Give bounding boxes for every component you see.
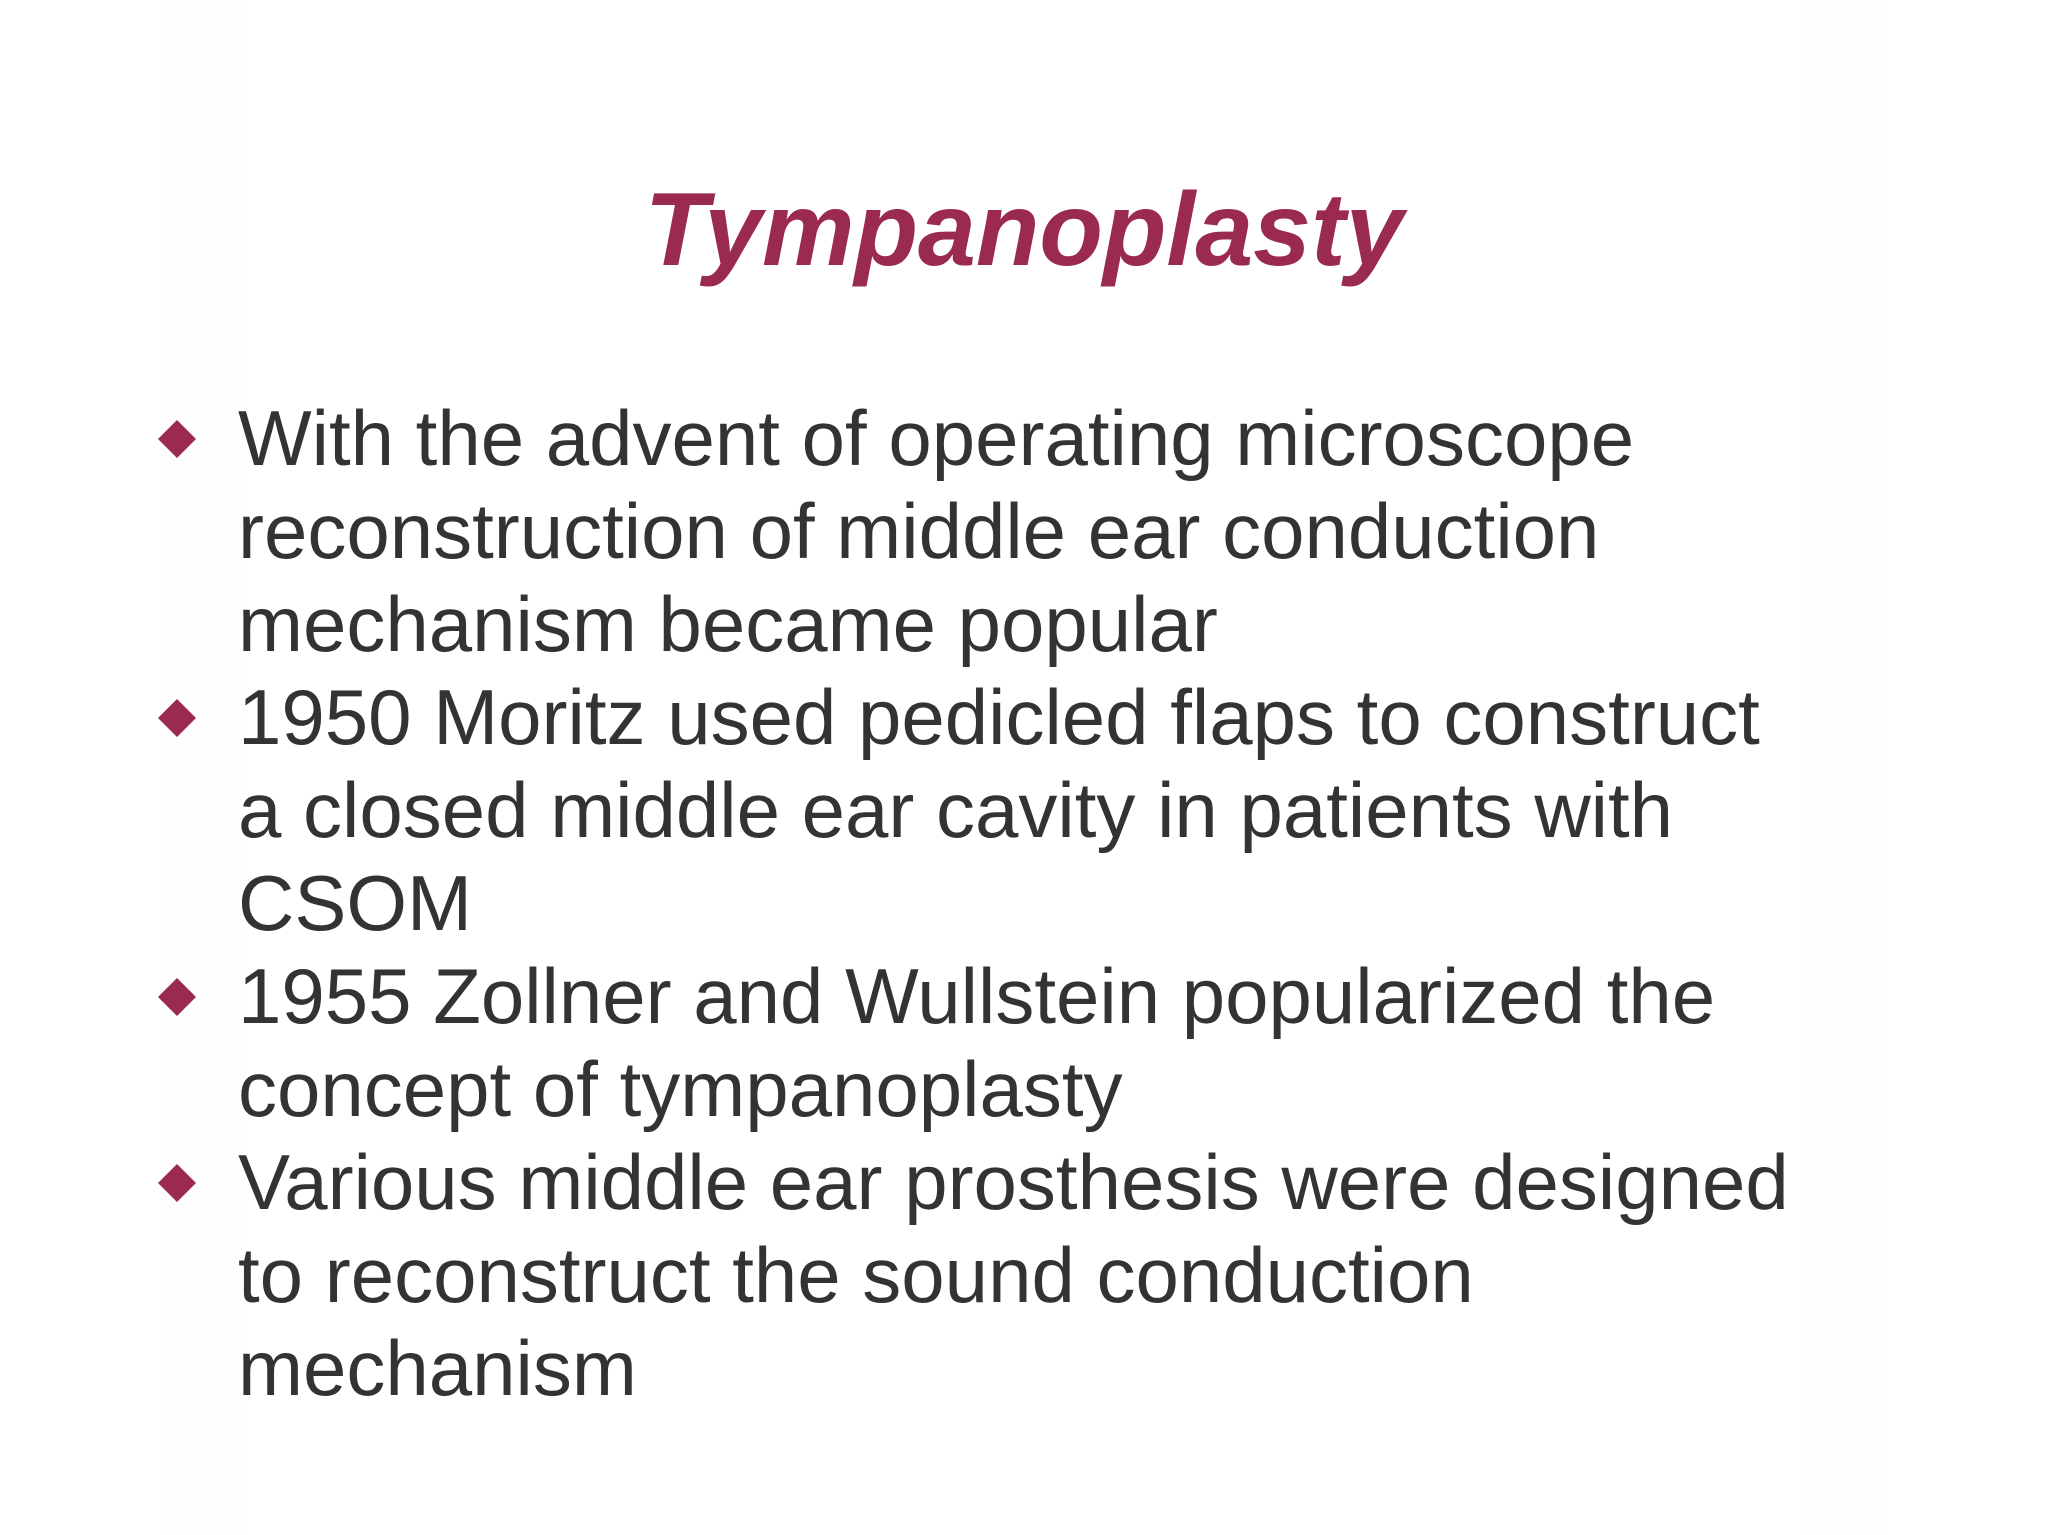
bullet-item-2: [150, 671, 2010, 950]
bullet-line: 1955 Zollner and Wullstein popularized the: [238, 952, 1716, 1040]
bullet-item-4: [150, 1136, 2010, 1415]
bullet-line: With the advent of operating microscope: [238, 394, 1635, 482]
slide-title: Tympanoplasty: [644, 172, 1404, 288]
bullet-item-1: [150, 392, 2010, 671]
bullet-line: mechanism became popular: [238, 580, 1218, 668]
bullet-line: concept of tympanoplasty: [238, 1045, 1123, 1133]
diamond-icon: [158, 699, 196, 737]
bullet-line: reconstruction of middle ear conduction: [238, 487, 1600, 575]
bullet-line: a closed middle ear cavity in patients with: [238, 766, 1674, 854]
diamond-icon: [158, 978, 196, 1016]
bullet-line: 1950 Moritz used pedicled flaps to construct: [238, 673, 1760, 761]
bullet-line: mechanism: [238, 1324, 637, 1412]
diamond-icon: [158, 1164, 196, 1202]
diamond-icon: [158, 420, 196, 458]
bullet-line: to reconstruct the sound conduction: [238, 1231, 1474, 1319]
bullet-list: [150, 392, 2010, 1415]
bullet-line: Various middle ear prosthesis were designed: [238, 1138, 1789, 1226]
bullet-line: CSOM: [238, 859, 472, 947]
bullet-item-3: [150, 950, 2010, 1136]
